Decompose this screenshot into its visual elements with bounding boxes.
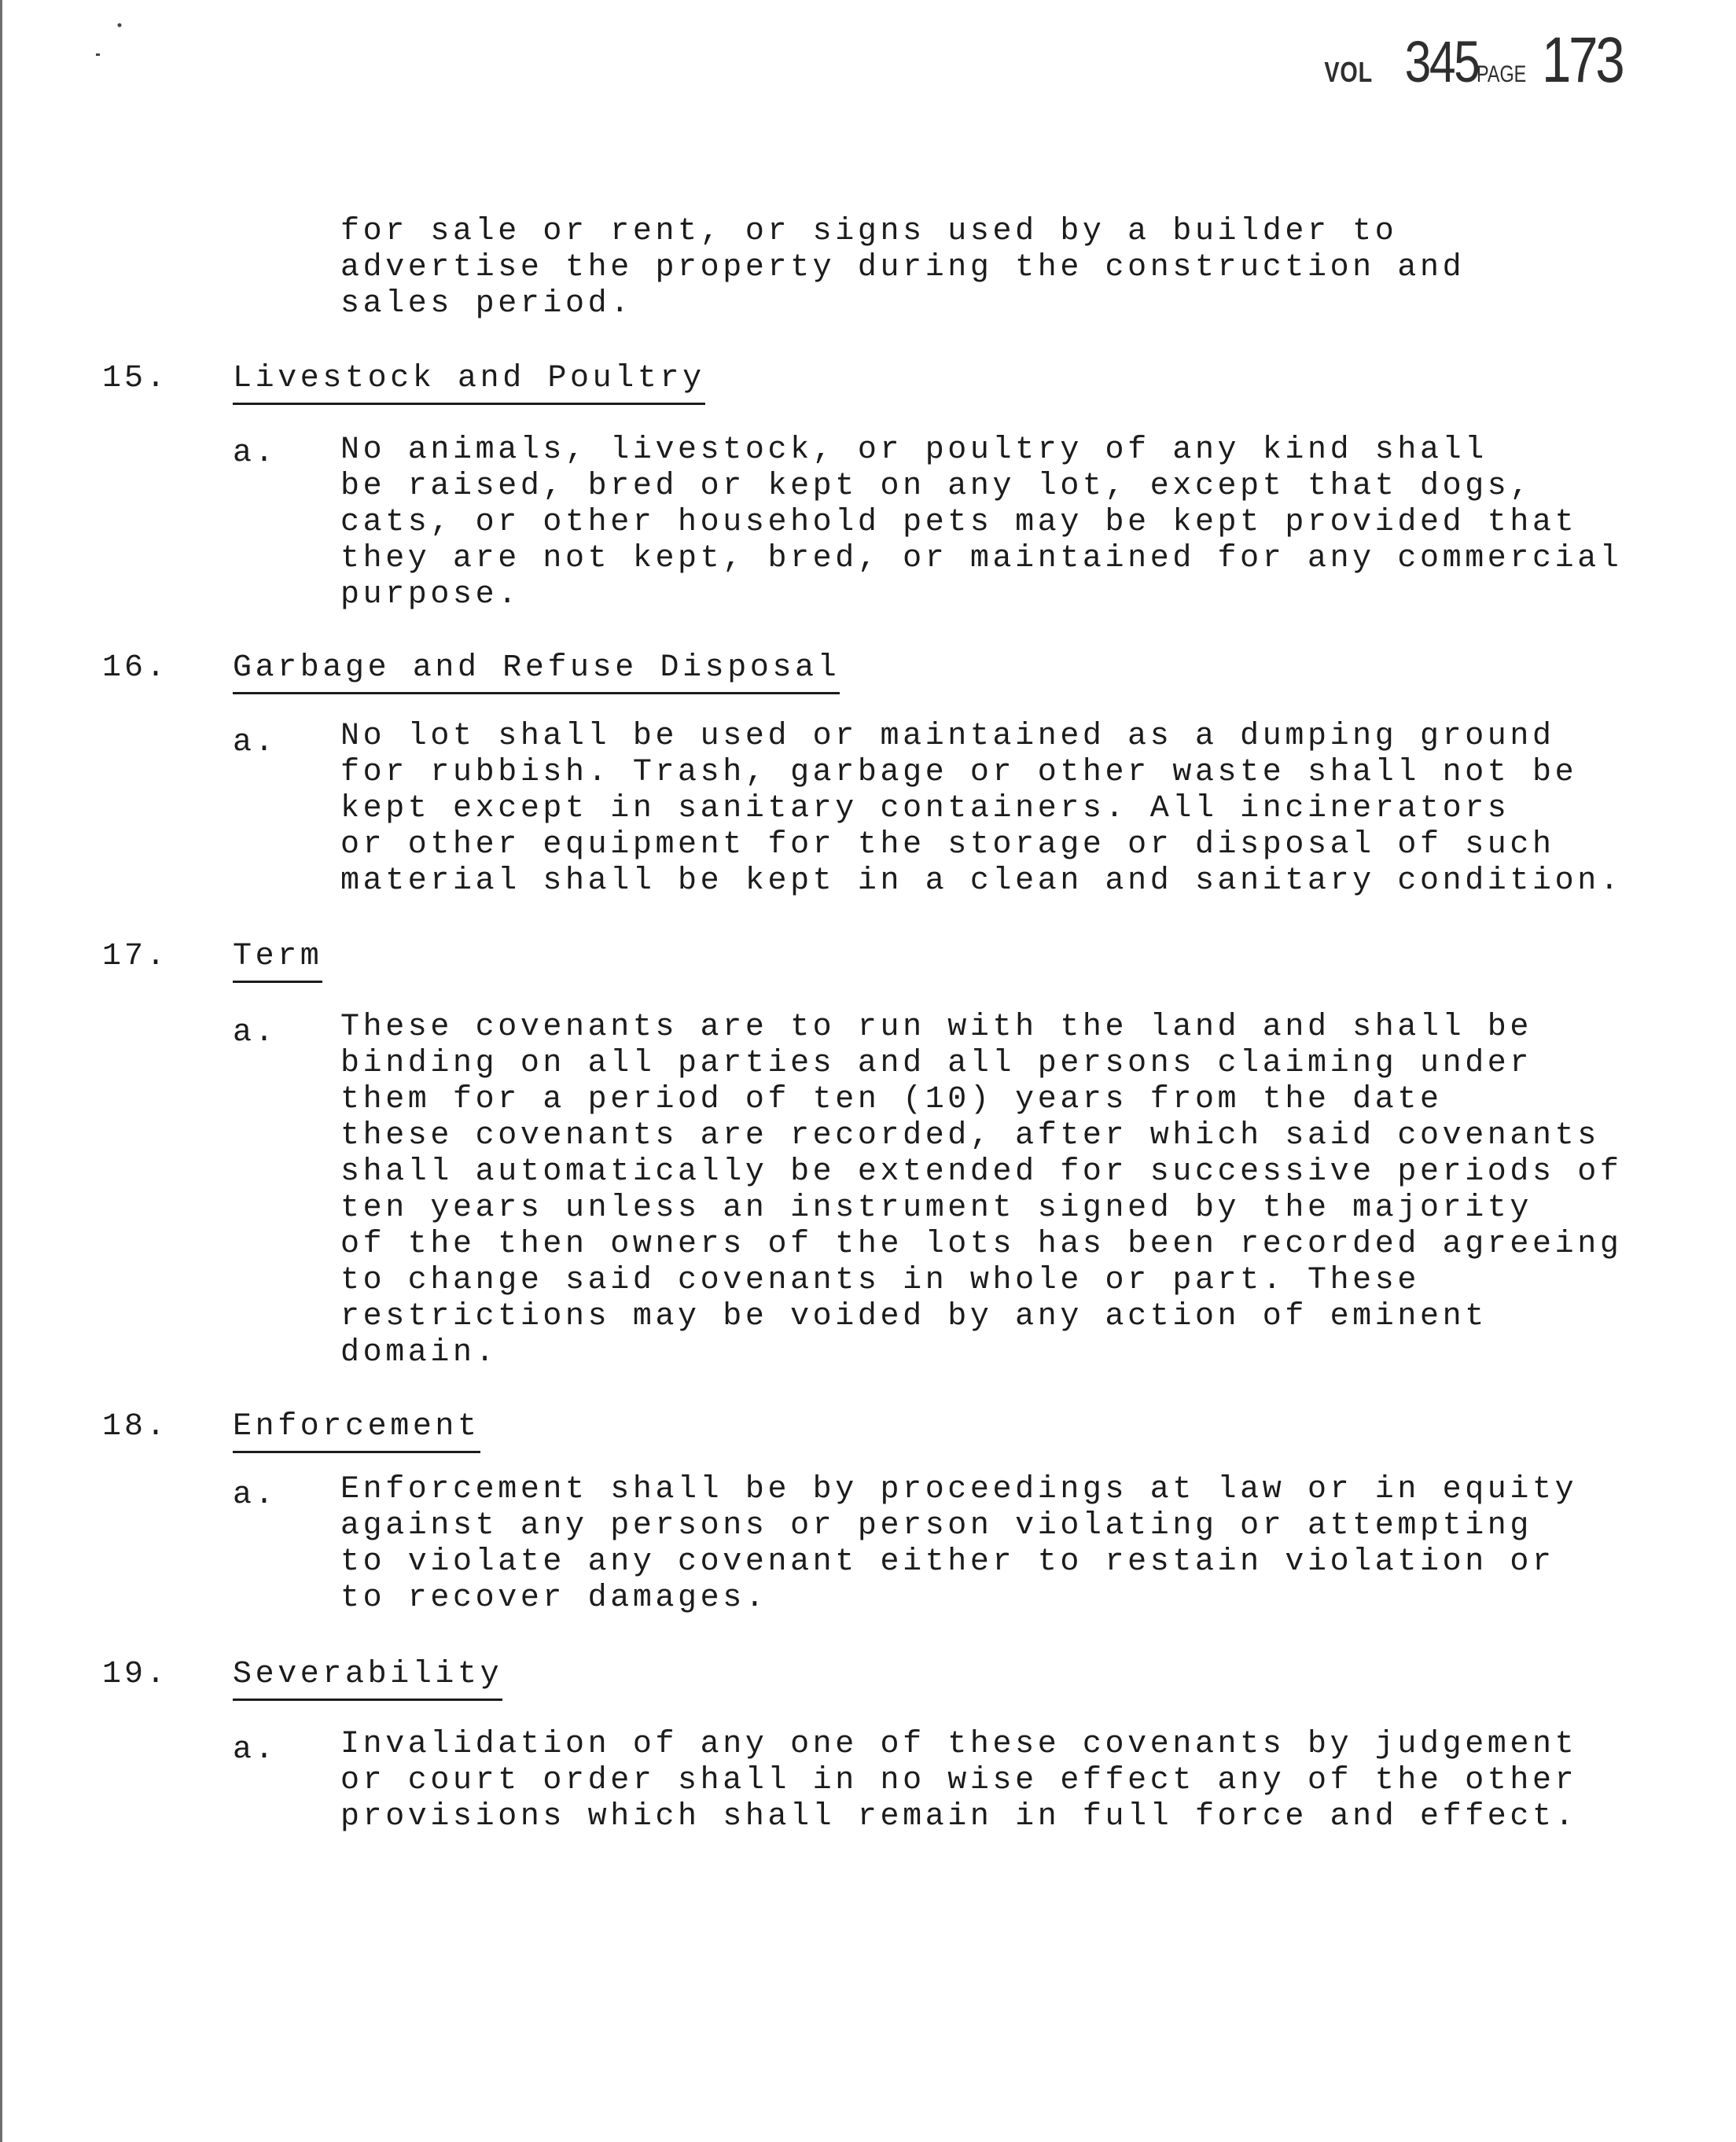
continuation-paragraph: for sale or rent, or signs used by a builder to advertise the property during the construction and sales period. [340, 214, 1466, 322]
section-heading-livestock: Livestock and Poultry [233, 363, 705, 405]
page-number: 173 [1542, 24, 1623, 96]
page-edge [0, 0, 2, 2142]
section-heading-severability: Severability [233, 1659, 502, 1701]
section-number: 17. [102, 939, 169, 974]
page-label: PAGE [1477, 61, 1527, 87]
section-heading-enforcement: Enforcement [233, 1411, 480, 1453]
section-heading-term: Term [233, 941, 322, 983]
item-label: a. [233, 1478, 278, 1513]
vol-label: VOL [1323, 56, 1373, 88]
item-label: a. [233, 1732, 278, 1768]
section-paragraph-garbage: No lot shall be used or maintained as a dumping ground for rubbish. Trash, garbage or other waste shall not be kept except in sanitary containers. All incinerators or other equipment for the storage or disposal of such material shall be kept in a clean and sanitary condition. [340, 719, 1623, 899]
section-paragraph-enforcement: Enforcement shall be by proceedings at law or in equity against any persons or person violating or attempting to violate any covenant either to restain violation or to recover damages. [340, 1472, 1578, 1616]
section-number: 18. [102, 1409, 169, 1445]
section-number: 15. [102, 361, 169, 396]
section-number: 16. [102, 650, 169, 686]
section-paragraph-livestock: No animals, livestock, or poultry of any kind shall be raised, bred or kept on any lot, except that dogs, cats, or other household pets may be kept provided that they are not kept, bred, or maintained for any commercial purpose. [340, 432, 1623, 613]
section-heading-garbage: Garbage and Refuse Disposal [233, 653, 840, 694]
item-label: a. [233, 725, 278, 760]
section-paragraph-term: These covenants are to run with the land and shall be binding on all parties and all persons claiming under them for a period of ten (10) years from the date these covenants are recorded, after which said covenants shall automatically be extended for successive periods of ten years unless an instrument signed by the majority of the then owners of the lots has been recorded agreeing to change said covenants in whole or part. These restrictions may be voided by any action of eminent domain. [340, 1010, 1623, 1371]
section-number: 19. [102, 1657, 169, 1692]
volume-page-stamp [1312, 24, 1640, 98]
item-label: a. [233, 1015, 278, 1051]
scan-specks [79, 16, 126, 71]
section-paragraph-severability: Invalidation of any one of these covenants by judgement or court order shall in no wise effect any of the other provisions which shall remain in full force and effect. [340, 1727, 1578, 1835]
vol-number: 345 [1404, 29, 1479, 94]
item-label: a. [233, 436, 278, 471]
